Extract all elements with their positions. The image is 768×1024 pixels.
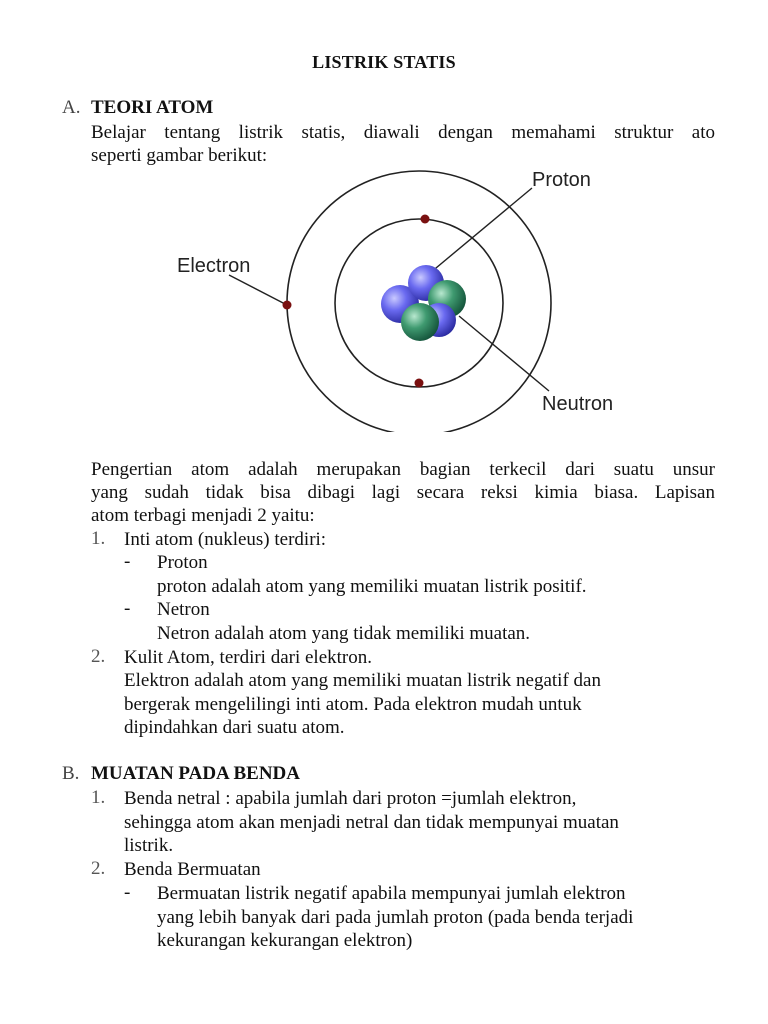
section-b-letter: B. [62,763,80,784]
negative-charge-line-3: kekurangan kekurangan elektron) [157,930,413,951]
charged-item-text: Benda Bermuatan [124,859,261,880]
electron-desc-line-2: bergerak mengelilingi inti atom. Pada elektron mudah untuk [124,694,582,715]
shell-item-text: Kulit Atom, terdiri dari elektron. [124,647,373,668]
list-number-b2: 2. [91,858,106,879]
proton-description: proton adalah atom yang memiliki muatan listrik positif. [157,576,587,597]
proton-pointer-line [424,188,532,278]
neutral-line-2: sehingga atom akan menjadi netral dan tidak mempunyai muatan [124,812,619,833]
negative-charge-line-2: yang lebih banyak dari pada jumlah proton (pada benda terjadi [157,907,634,928]
neutral-line-3: listrik. [124,835,174,856]
negative-charge-line-1: Bermuatan listrik negatif apabila mempunyai jumlah elektron [157,883,626,904]
document-title: LISTRIK STATIS [312,52,456,72]
intro-line-2: seperti gambar berikut: [91,145,268,166]
netron-subtitle: Netron [157,599,210,620]
electron-pointer-line [229,275,287,305]
definition-line-3: atom terbagi menjadi 2 yaitu: [91,505,315,526]
netron-bullet: - [124,598,131,619]
neutron-pointer-line [459,316,549,391]
definition-line-2: yang sudah tidak bisa dibagi lagi secara reksi kimia biasa. Lapisan [91,482,715,503]
electron-desc-line-3: dipindahkan dari suatu atom. [124,717,345,738]
section-a-heading: TEORI ATOM [91,97,214,118]
negative-charge-bullet: - [124,882,131,903]
list-number-1: 1. [91,528,106,549]
neutron-label: Neutron [542,393,614,415]
inner-orbit [335,219,503,387]
section-b-heading: MUATAN PADA BENDA [91,763,300,784]
electron-desc-line-1: Elektron adalah atom yang memiliki muatan listrik negatif dan [124,670,601,691]
electron-dot [415,379,424,388]
outer-orbit [287,171,551,432]
section-a-letter: A. [62,97,81,118]
list-number-b1: 1. [91,787,106,808]
nucleus-item-text: Inti atom (nukleus) terdiri: [124,529,327,550]
neutron-ball [401,303,439,341]
atom-diagram [177,166,632,432]
electron-dot [421,215,430,224]
list-number-2: 2. [91,646,106,667]
intro-line-1: Belajar tentang listrik statis, diawali dengan memahami struktur ato [91,122,715,143]
proton-bullet: - [124,551,131,572]
atom-diagram-svg [177,166,632,432]
neutral-line-1: Benda netral : apabila jumlah dari proton =jumlah elektron, [124,788,577,809]
proton-subtitle: Proton [157,552,208,573]
electron-dot [283,301,292,310]
definition-line-1: Pengertian atom adalah merupakan bagian terkecil dari suatu unsur [91,459,715,480]
electron-label: Electron [177,255,251,277]
proton-label: Proton [532,169,591,191]
netron-description: Netron adalah atom yang tidak memiliki muatan. [157,623,531,644]
